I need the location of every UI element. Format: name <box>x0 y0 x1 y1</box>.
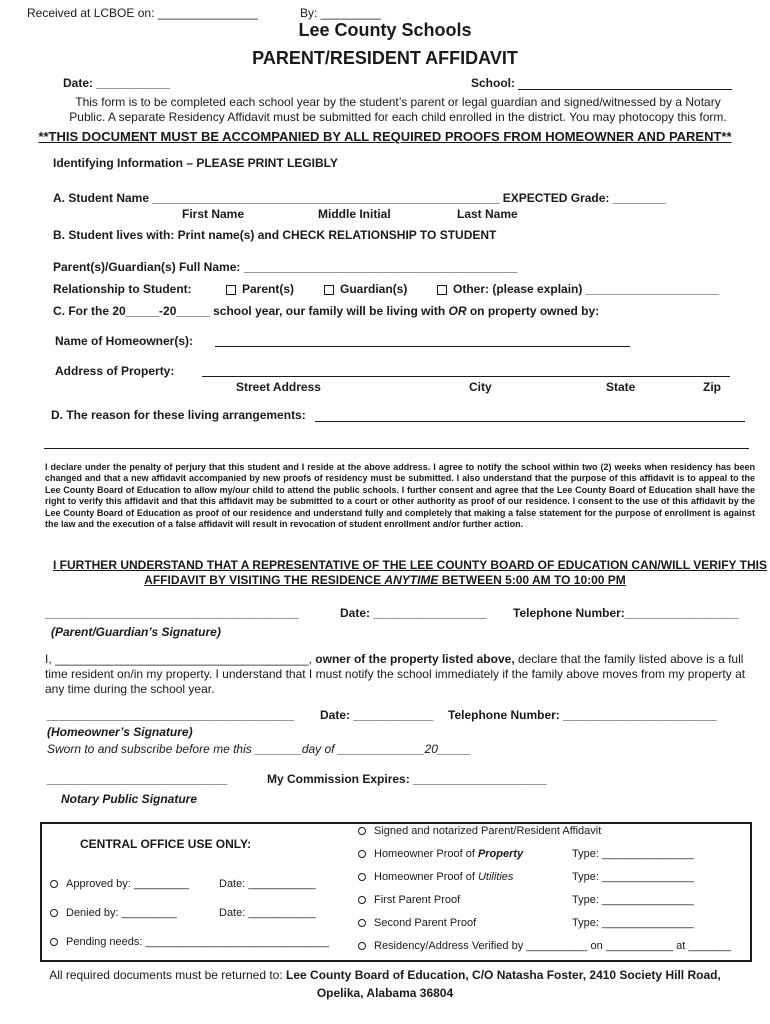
option-circle-icon <box>50 909 58 917</box>
option-circle-icon <box>358 827 366 835</box>
footer-line-1 <box>0 968 770 982</box>
parent-option-label: Parent(s) <box>242 282 295 296</box>
office-item-em: Utilities <box>477 871 514 883</box>
option-circle-icon <box>50 938 58 946</box>
central-office-heading: CENTRAL OFFICE USE ONLY: <box>80 837 252 851</box>
office-item-label: Signed and notarized Parent/Resident Affidavit <box>374 825 602 837</box>
declaration-text: I declare under the penalty of perjury that this student and I reside at the above address. I agree to notify the school within two (2) weeks when residency has been changed and that a new affidavit accompanied by new proofs of residency must be submitted. I also understand that the purpose of this affidavit is to appeal to the Lee County Board of Education to allow my/our child to attend the public schools. I further consent and agree that the Lee County Board of Education shall have the right to verify this affidavit and that this affidavit may be submitted to a court or other authority as proof of our residence. I consent to the use of this affidavit by the Lee County Board of Education as proof of our residence and understand fully and completely that making a false statement for the purpose of enrollment is against the law and the execution of a false affidavit will result in revocation of student enrollment and/or further action. <box>45 462 755 530</box>
page-subtitle: PARENT/RESIDENT AFFIDAVIT <box>252 48 518 68</box>
office-item-em: Property <box>477 848 524 860</box>
office-item[interactable] <box>358 940 731 952</box>
office-item[interactable] <box>358 825 601 837</box>
notary-signature-field[interactable]: ___________________________ <box>47 772 228 786</box>
checkbox-icon <box>324 285 334 295</box>
by-label: By: _________ <box>300 6 381 20</box>
owner-name-field[interactable]: I, ______________________________________, <box>45 652 312 666</box>
student-name-field[interactable]: A. Student Name ____________________________________________________ EXPECTED Grade: ________ <box>53 191 667 205</box>
reason-label: D. The reason for these living arrangements: <box>51 408 306 422</box>
parent-checkbox[interactable] <box>226 282 294 296</box>
homeowner-signature-caption: (Homeowner’s Signature) <box>47 725 193 739</box>
sworn-field[interactable]: Sworn to and subscribe before me this _______day of _____________20_____ <box>47 742 472 756</box>
office-item[interactable] <box>358 917 476 929</box>
school-year-text: C. For the 20_____-20_____ school year, our family will be living with <box>53 304 449 318</box>
homeowner-date-field[interactable]: Date: ____________ <box>320 708 434 722</box>
anytime-text: ANYTIME <box>384 573 439 587</box>
notary-signature-caption: Notary Public Signature <box>61 792 198 806</box>
denied-date-field[interactable]: Date: ___________ <box>219 907 316 919</box>
intro-text: This form is to be completed each school year by the student’s parent or legal guardian and signed/witnessed by a Notary Public. A separate Residency Affidavit must be submitted for each child enrolled in the district. You may photocopy this form. <box>69 95 727 124</box>
address-field[interactable] <box>202 376 730 377</box>
reason-field-1[interactable] <box>315 421 745 422</box>
approved-date-field[interactable]: Date: ___________ <box>219 878 316 890</box>
pending-text: Pending needs: ______________________________ <box>66 936 330 948</box>
office-item[interactable] <box>358 871 513 883</box>
office-item-label: First Parent Proof <box>374 894 461 906</box>
office-item[interactable] <box>358 848 523 860</box>
checkbox-icon <box>226 285 236 295</box>
owner-declaration <box>45 652 757 697</box>
guardian-option-label: Guardian(s) <box>340 282 408 296</box>
office-item-label: Residency/Address Verified by __________ on ___________ at _______ <box>374 940 732 952</box>
approved-text: Approved by: _________ <box>66 878 189 890</box>
identifying-heading: Identifying Information – PLEASE PRINT LEGIBLY <box>53 156 338 170</box>
last-name-caption: Last Name <box>457 207 518 221</box>
homeowner-label: Name of Homeowner(s): <box>55 334 194 348</box>
school-label: School: <box>471 76 515 90</box>
school-year-field[interactable] <box>53 304 599 318</box>
footer-address: Lee County Board of Education, C/O Natasha Foster, 2410 Society Hill Road, <box>286 968 721 982</box>
homeowner-field[interactable] <box>215 346 630 347</box>
middle-initial-caption: Middle Initial <box>318 207 391 221</box>
school-field[interactable] <box>518 89 732 90</box>
verify-time-text: BETWEEN 5:00 AM TO 10:00 PM <box>438 573 626 587</box>
warning-text: **THIS DOCUMENT MUST BE ACCOMPANIED BY ALL REQUIRED PROOFS FROM HOMEOWNER AND PARENT** <box>38 129 732 144</box>
office-item-type[interactable]: Type: _______________ <box>572 917 694 929</box>
parent-signature-field[interactable]: ______________________________________ <box>45 606 299 620</box>
footer-text: All required documents must be returned to: <box>49 968 287 982</box>
office-item-type[interactable]: Type: _______________ <box>572 848 694 860</box>
or-text: OR <box>448 304 467 318</box>
denied-text: Denied by: _________ <box>66 907 177 919</box>
page-title: Lee County Schools <box>298 20 472 40</box>
pending-field[interactable] <box>50 936 329 948</box>
parent-signature-caption: (Parent/Guardian’s Signature) <box>51 625 221 639</box>
verify-text: AFFIDAVIT BY VISITING THE RESIDENCE <box>144 573 385 587</box>
option-circle-icon <box>50 880 58 888</box>
school-year-suffix: on property owned by: <box>466 304 600 318</box>
office-item-type[interactable]: Type: _______________ <box>572 894 694 906</box>
option-circle-icon <box>358 850 366 858</box>
option-circle-icon <box>358 873 366 881</box>
office-item-label: Second Parent Proof <box>374 917 477 929</box>
option-circle-icon <box>358 942 366 950</box>
guardian-name-field[interactable]: Parent(s)/Guardian(s) Full Name: _________________________________________ <box>53 260 518 274</box>
reason-field-2[interactable] <box>44 448 749 449</box>
commission-field[interactable]: My Commission Expires: ____________________ <box>267 772 547 786</box>
denied-field[interactable] <box>50 907 177 919</box>
parent-date-field[interactable]: Date: _________________ <box>340 606 487 620</box>
verify-notice-1: I FURTHER UNDERSTAND THAT A REPRESENTATIVE OF THE LEE COUNTY BOARD OF EDUCATION CAN/WILL VERIFY THIS <box>52 558 767 572</box>
parent-phone-field[interactable]: Telephone Number:_________________ <box>513 606 739 620</box>
homeowner-signature-field[interactable]: _____________________________________ <box>47 708 294 722</box>
office-item-type[interactable]: Type: _______________ <box>572 871 694 883</box>
zip-caption: Zip <box>703 380 721 394</box>
city-caption: City <box>469 380 492 394</box>
other-checkbox[interactable] <box>437 282 719 296</box>
option-circle-icon <box>358 919 366 927</box>
homeowner-phone-field[interactable]: Telephone Number: _______________________ <box>448 708 717 722</box>
street-caption: Street Address <box>236 380 321 394</box>
guardian-checkbox[interactable] <box>324 282 407 296</box>
owner-bold-text: owner of the property listed above, <box>311 652 515 666</box>
office-item-label: Homeowner Proof of <box>374 848 478 860</box>
approved-field[interactable] <box>50 878 189 890</box>
office-item[interactable] <box>358 894 460 906</box>
footer-line-2: Opelika, Alabama 36804 <box>316 986 454 1000</box>
checkbox-icon <box>437 285 447 295</box>
verify-notice-2 <box>0 573 770 587</box>
office-item-label: Homeowner Proof of <box>374 871 478 883</box>
state-caption: State <box>606 380 636 394</box>
first-name-caption: First Name <box>182 207 245 221</box>
lives-with-label: B. Student lives with: Print name(s) and CHECK RELATIONSHIP TO STUDENT <box>53 228 497 242</box>
owner-declaration-text: declare that the family listed above is a full time resident on/in my property. I understand that I must notify the school immediately if the family above moves from my property at any time during the school year. <box>45 652 746 696</box>
option-circle-icon <box>358 896 366 904</box>
relationship-label: Relationship to Student: <box>53 282 192 296</box>
other-option-label: Other: (please explain) ____________________ <box>453 282 720 296</box>
date-field[interactable]: Date: ___________ <box>63 76 170 90</box>
address-label: Address of Property: <box>55 364 175 378</box>
received-label: Received at LCBOE on: _______________ <box>27 6 258 20</box>
